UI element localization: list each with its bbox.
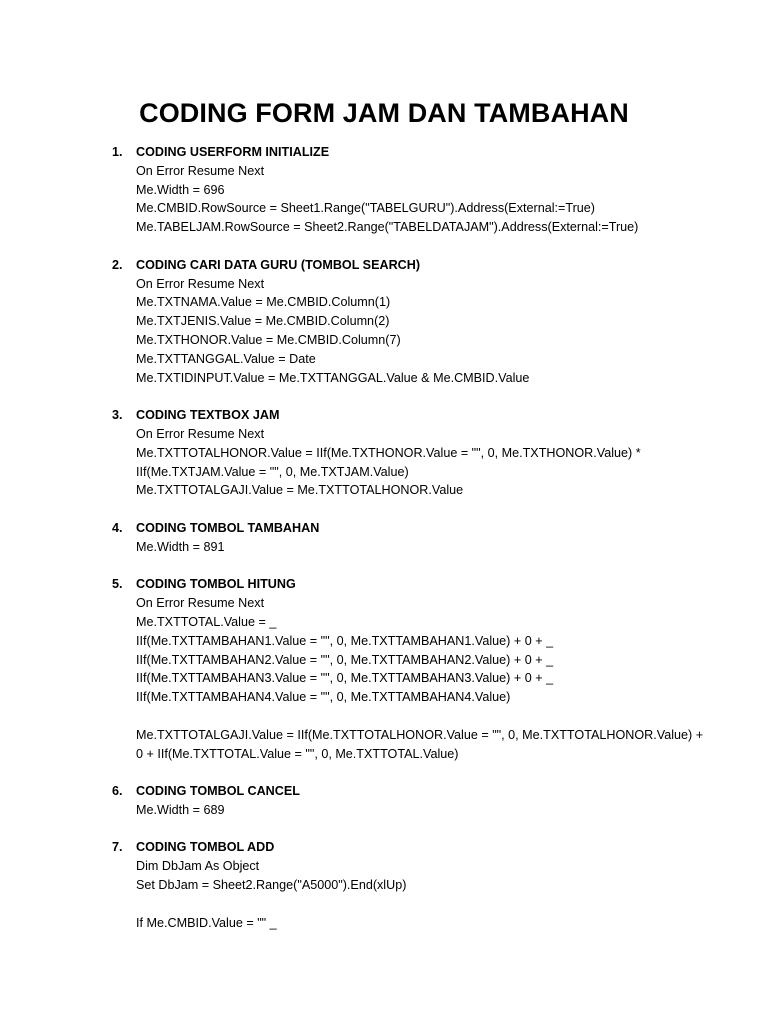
section-number: 6. [112,784,123,799]
code-block [136,857,712,932]
section-heading [112,575,712,594]
code-block [136,162,712,237]
code-line: Me.Width = 696 [136,182,225,197]
code-section [112,519,712,557]
code-block [136,275,712,388]
document-title: CODING FORM JAM DAN TAMBAHAN [139,98,629,128]
section-title: CODING TOMBOL HITUNG [136,577,296,592]
section-title: CODING TOMBOL CANCEL [136,784,300,799]
section-number: 2. [112,257,123,272]
section-list [112,143,712,951]
code-section [112,256,712,388]
code-line: IIf(Me.TXTTAMBAHAN1.Value = "", 0, Me.TXTTAMBAHAN1.Value) + 0 + _ [136,633,554,648]
section-heading [112,782,712,801]
section-number: 4. [112,520,123,535]
section-number: 3. [112,408,123,423]
code-line: 0 + IIf(Me.TXTTOTAL.Value = "", 0, Me.TXTTOTAL.Value) [136,746,459,761]
code-line: If Me.CMBID.Value = "" _ [136,915,277,930]
code-line: On Error Resume Next [136,163,265,178]
code-line: Me.TXTTANGGAL.Value = Date [136,351,316,366]
section-title: CODING USERFORM INITIALIZE [136,145,330,159]
section-heading [112,838,712,857]
code-line: IIf(Me.TXTTAMBAHAN2.Value = "", 0, Me.TXTTAMBAHAN2.Value) + 0 + _ [136,652,554,667]
code-line: Me.TXTNAMA.Value = Me.CMBID.Column(1) [136,295,391,310]
section-number: 5. [112,577,123,592]
code-block [136,594,712,763]
code-line: IIf(Me.TXTTAMBAHAN4.Value = "", 0, Me.TXTTAMBAHAN4.Value) [136,690,511,705]
code-line: Me.TXTTOTAL.Value = _ [136,614,277,629]
code-section [112,575,712,763]
section-title: CODING TOMBOL ADD [136,840,275,855]
code-section [112,406,712,500]
section-number: 1. [112,145,123,159]
code-block [136,538,712,557]
code-line: On Error Resume Next [136,596,265,611]
code-line: Set DbJam = Sheet2.Range("A5000").End(xlUp) [136,878,407,893]
code-line: Me.TXTTOTALGAJI.Value = IIf(Me.TXTTOTALHONOR.Value = "", 0, Me.TXTTOTALHONOR.Value) + [136,727,704,742]
code-line: Me.TXTIDINPUT.Value = Me.TXTTANGGAL.Value & Me.CMBID.Value [136,370,530,385]
code-line: IIf(Me.TXTJAM.Value = "", 0, Me.TXTJAM.Value) [136,464,409,479]
code-line: Me.Width = 689 [136,802,225,817]
code-block [136,801,712,820]
section-heading [112,519,712,538]
section-title: CODING TOMBOL TAMBAHAN [136,520,320,535]
section-heading [112,406,712,425]
code-line: Dim DbJam As Object [136,859,260,874]
section-heading [112,256,712,275]
section-number: 7. [112,840,123,855]
code-line: IIf(Me.TXTTAMBAHAN3.Value = "", 0, Me.TXTTAMBAHAN3.Value) + 0 + _ [136,671,554,686]
code-line: Me.Width = 891 [136,539,225,554]
code-line: Me.TXTHONOR.Value = Me.CMBID.Column(7) [136,332,401,347]
section-title: CODING TEXTBOX JAM [136,408,280,423]
code-line: Me.CMBID.RowSource = Sheet1.Range("TABELGURU").Address(External:=True) [136,201,595,216]
code-line: Me.TXTJENIS.Value = Me.CMBID.Column(2) [136,314,390,329]
code-section [112,782,712,820]
code-block [136,425,712,500]
code-line: On Error Resume Next [136,426,265,441]
code-line: Me.TXTTOTALHONOR.Value = IIf(Me.TXTHONOR.Value = "", 0, Me.TXTHONOR.Value) * [136,445,641,460]
section-title: CODING CARI DATA GURU (TOMBOL SEARCH) [136,257,421,272]
code-section [112,838,712,932]
code-line: Me.TABELJAM.RowSource = Sheet2.Range("TABELDATAJAM").Address(External:=True) [136,220,639,235]
section-heading [112,143,712,162]
code-line [136,707,712,726]
code-section [112,143,712,237]
code-line: Me.TXTTOTALGAJI.Value = Me.TXTTOTALHONOR.Value [136,483,464,498]
code-line: On Error Resume Next [136,276,265,291]
code-line [136,895,712,914]
